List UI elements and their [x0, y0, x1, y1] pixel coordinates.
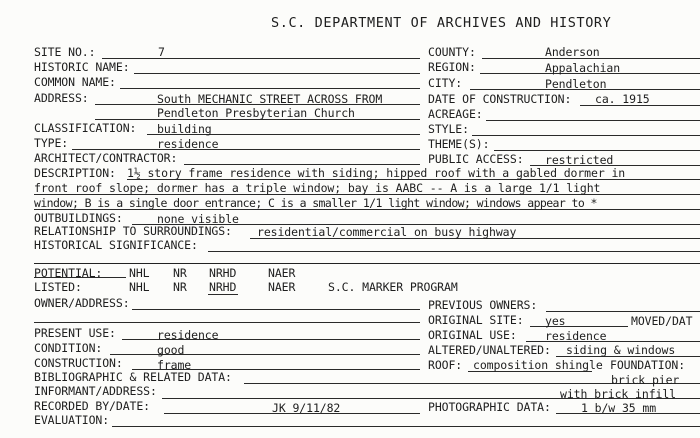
public-access-label: PUBLIC ACCESS:	[428, 152, 524, 166]
region-value: Appalachian	[545, 61, 621, 75]
potential-naer: NAER	[268, 266, 296, 280]
classification-label: CLASSIFICATION:	[34, 121, 137, 135]
construction-label: CONSTRUCTION:	[34, 356, 123, 370]
form-title: S.C. DEPARTMENT OF ARCHIVES AND HISTORY	[271, 15, 612, 31]
type-value: residence	[157, 137, 219, 151]
original-use-value: residence	[545, 329, 607, 343]
relationship-label: RELATIONSHIP TO SURROUNDINGS:	[34, 224, 232, 238]
outbuildings-value: none visible	[157, 212, 239, 226]
description-label: DESCRIPTION:	[34, 166, 116, 180]
outbuildings-label: OUTBUILDINGS:	[34, 211, 123, 225]
photographic-label: PHOTOGRAPHIC DATA:	[428, 400, 551, 414]
foundation-value-2: with brick infill	[560, 387, 677, 401]
foundation-value-1: brick pier	[611, 373, 680, 387]
listed-label: LISTED:	[34, 280, 82, 294]
common-name-line	[120, 88, 420, 89]
themes-line	[494, 150, 700, 151]
potential-nhl: NHL	[129, 266, 150, 280]
architect-label: ARCHITECT/CONTRACTOR:	[34, 151, 178, 165]
listed-nhl: NHL	[129, 280, 150, 294]
site-no-line	[102, 58, 420, 59]
acreage-line	[486, 120, 700, 121]
sc-marker-program: S.C. MARKER PROGRAM	[328, 280, 458, 294]
style-line	[472, 135, 700, 136]
altered-value: siding & windows	[566, 343, 676, 357]
description-line1: 1½ story frame residence with siding; hipped roof with a gabled dormer in	[127, 166, 626, 180]
condition-label: CONDITION:	[34, 341, 103, 355]
style-label: STYLE:	[428, 122, 469, 136]
region-label: REGION:	[428, 60, 476, 74]
foundation-label: FOUNDATION:	[610, 358, 686, 372]
listed-naer: NAER	[268, 280, 296, 294]
bibliographic-label: BIBLIOGRAPHIC & RELATED DATA:	[34, 370, 232, 384]
potential-nr: NR	[173, 266, 187, 280]
present-use-value: residence	[157, 328, 219, 342]
historic-name-label: HISTORIC NAME:	[34, 60, 130, 74]
historic-name-line	[134, 73, 420, 74]
moved-date-label: MOVED/DAT	[631, 314, 693, 328]
historical-significance-label: HISTORICAL SIGNIFICANCE:	[34, 238, 198, 252]
address-label: ADDRESS:	[34, 91, 89, 105]
common-name-label: COMMON NAME:	[34, 75, 116, 89]
county-value: Anderson	[545, 45, 600, 59]
acreage-label: ACREAGE:	[428, 107, 483, 121]
present-use-label: PRESENT USE:	[34, 326, 116, 340]
altered-label: ALTERED/UNALTERED:	[428, 343, 551, 357]
roof-label: ROOF:	[428, 358, 463, 372]
architect-line	[184, 164, 420, 165]
public-access-value: restricted	[545, 153, 614, 167]
roof-value: composition shingle	[473, 358, 603, 372]
county-label: COUNTY:	[428, 45, 476, 59]
owner-label: OWNER/ADDRESS:	[34, 296, 130, 310]
city-label: CITY:	[428, 76, 463, 90]
original-site-label: ORIGINAL SITE:	[428, 313, 524, 327]
date-of-construction-value: ca. 1915	[595, 92, 650, 106]
listed-nrhd: NRHD	[209, 280, 237, 294]
city-value: Pendleton	[545, 77, 607, 91]
recorded-by-value: JK 9/11/82	[272, 401, 341, 415]
type-line	[72, 149, 420, 150]
previous-owners-line	[546, 311, 700, 312]
previous-owners-label: PREVIOUS OWNERS:	[428, 298, 538, 312]
original-use-label: ORIGINAL USE:	[428, 328, 517, 342]
site-no-label: SITE NO.:	[34, 45, 96, 59]
original-site-value: yes	[545, 314, 566, 328]
potential-rule	[34, 277, 126, 278]
section-divider	[34, 263, 700, 264]
evaluation-label: EVALUATION:	[34, 413, 110, 427]
description-line2: front roof slope; dormer has a triple window; bay is AABC -- A is a large 1/1 light	[34, 181, 601, 195]
informant-label: INFORMANT/ADDRESS:	[34, 384, 157, 398]
potential-label: POTENTIAL:	[34, 266, 103, 280]
listed-nr: NR	[173, 280, 187, 294]
historical-significance-line	[208, 251, 700, 252]
owner-line	[132, 309, 420, 310]
type-label: TYPE:	[34, 136, 69, 150]
condition-value: good	[157, 343, 185, 357]
themes-label: THEME(S):	[428, 137, 490, 151]
classification-value: building	[157, 122, 212, 136]
site-no-value: 7	[158, 45, 165, 59]
owner-line-2	[34, 322, 420, 323]
construction-value: frame	[157, 358, 192, 372]
potential-nrhd: NRHD	[209, 266, 237, 280]
date-of-construction-label: DATE OF CONSTRUCTION:	[428, 92, 572, 106]
nrhd-underline	[208, 294, 238, 295]
address-line1: South MECHANIC STREET ACROSS FROM	[157, 92, 383, 106]
evaluation-line	[112, 426, 700, 427]
description-line3: window; B is a single door entrance; C is a smaller 1/1 light window; windows appear to *	[34, 196, 597, 210]
recorded-by-label: RECORDED BY/DATE:	[34, 399, 151, 413]
address-line2: Pendleton Presbyterian Church	[157, 106, 355, 120]
relationship-value: residential/commercial on busy highway	[257, 225, 517, 239]
photographic-value: 1 b/w 35 mm	[581, 401, 657, 415]
